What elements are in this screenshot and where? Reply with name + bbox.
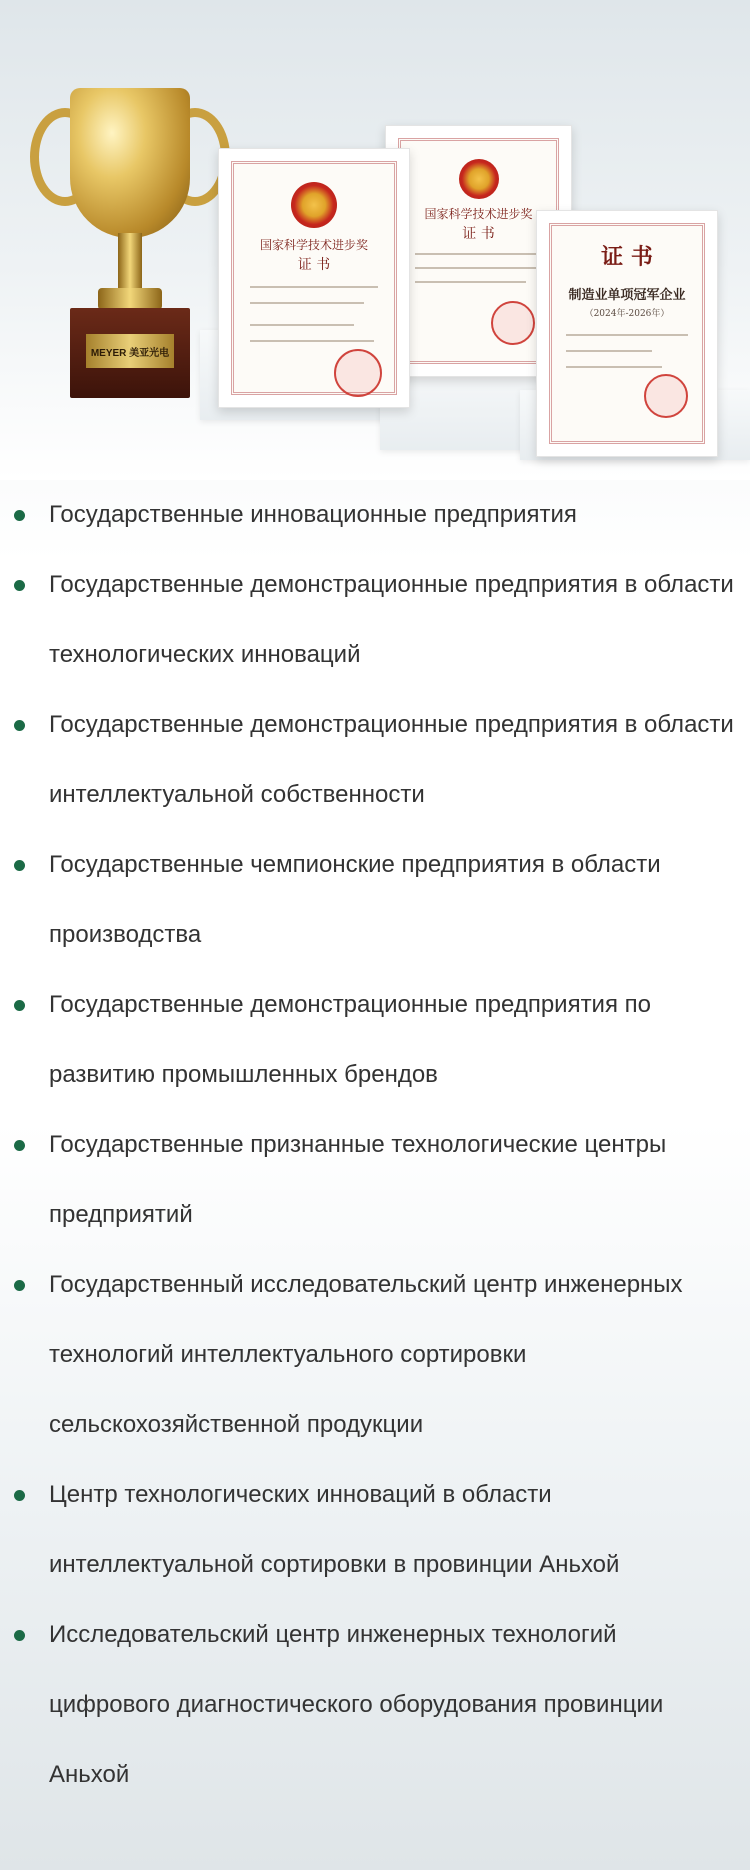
hero-banner (0, 0, 750, 480)
list-item (0, 550, 750, 690)
list-item-text: Государственные демонстрационные предприятия по развитию промышленных брендов (49, 991, 651, 1088)
trophy-cup (70, 88, 190, 238)
red-seal-icon (644, 374, 688, 418)
trophy-stem (118, 233, 142, 293)
list-item-text: Исследовательский центр инженерных технологий цифрового диагностического оборудования провинции Аньхой (49, 1621, 664, 1788)
trophy-plate-logo: MEYER 美亚光电 (86, 334, 174, 368)
certificate-text-line (415, 267, 536, 269)
list-item (0, 970, 750, 1110)
certificate-frame (218, 148, 410, 408)
list-item-text: Государственные чемпионские предприятия в области производства (49, 851, 661, 948)
list-item (0, 1460, 750, 1600)
bullet-icon (14, 1000, 25, 1011)
certificate-inner (398, 138, 559, 364)
certificate-years: （2024年-2026年） (584, 309, 670, 319)
certificate-subtitle: 证 书 (462, 226, 495, 242)
certificate-inner (231, 161, 397, 395)
list-item-text: Государственные признанные технологические центры предприятий (49, 1131, 667, 1228)
bullet-icon (14, 580, 25, 591)
list-item (0, 1250, 750, 1460)
bullet-icon (14, 1140, 25, 1151)
national-emblem-icon (291, 182, 337, 228)
bullet-icon (14, 860, 25, 871)
list-item-text: Государственные демонстрационные предприятия в области интеллектуальной собственности (49, 711, 734, 808)
achievements-list (0, 480, 750, 1810)
certificate-frame (536, 210, 718, 457)
list-item-text: Центр технологических инноваций в области интеллектуальной сортировки в провинции Аньхой (49, 1481, 620, 1578)
list-item (0, 1600, 750, 1810)
bullet-icon (14, 1280, 25, 1291)
bullet-icon (14, 720, 25, 731)
red-seal-icon (491, 301, 535, 345)
trophy-image (30, 88, 230, 398)
list-item-text: Государственные демонстрационные предприятия в области технологических инноваций (49, 571, 734, 668)
list-item (0, 1110, 750, 1250)
certificate-title: 国家科学技术进步奖 (259, 238, 368, 252)
certificate-text-line (415, 281, 526, 283)
certificate-text-line (250, 302, 364, 304)
certificate-subtitle: 证 书 (297, 257, 331, 273)
certificate-text-line (566, 366, 662, 368)
list-item-text: Государственные инновационные предприятия (49, 501, 577, 528)
national-emblem-icon (459, 159, 499, 199)
list-item (0, 480, 750, 550)
trophy-foot (98, 288, 162, 310)
list-item-text: Государственный исследовательский центр инженерных технологий интеллектуального сортировки сельскохозяйственной продукции (49, 1271, 683, 1438)
certificate-text-line (566, 334, 688, 336)
certificate-text-line (415, 253, 542, 255)
certificate-text-line (250, 286, 378, 288)
list-item (0, 690, 750, 830)
red-seal-icon (334, 349, 382, 397)
certificate-title: 国家科学技术进步奖 (424, 207, 533, 221)
bullet-icon (14, 510, 25, 521)
list-item (0, 830, 750, 970)
certificate-text-line (250, 340, 374, 342)
certificate-inner (549, 223, 705, 444)
certificate-title: 证 书 (601, 244, 653, 270)
certificate-text-line (566, 350, 652, 352)
bullet-icon (14, 1490, 25, 1501)
bullet-icon (14, 1630, 25, 1641)
certificate-subtitle: 制造业单项冠军企业 (568, 288, 686, 303)
certificate-text-line (250, 324, 354, 326)
